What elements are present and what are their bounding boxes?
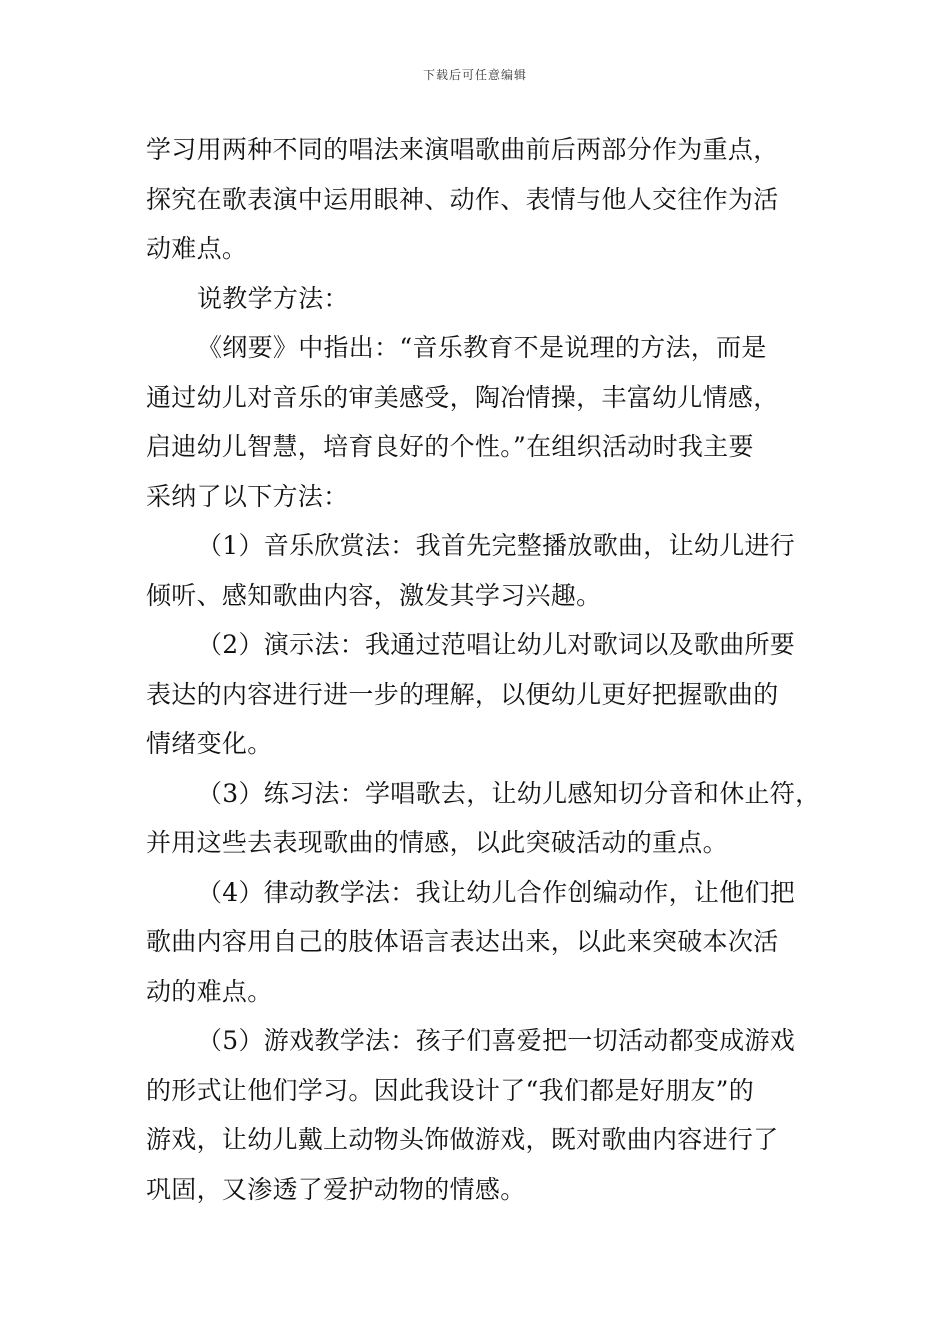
text-line: 表达的内容进行进一步的理解，以便幼儿更好把握歌曲的 (146, 679, 779, 709)
text-line: 采纳了以下方法： (146, 481, 349, 511)
body-text (146, 125, 821, 1214)
text-line: 《纲要》中指出：“音乐教育不是说理的方法，而是 (197, 333, 767, 362)
section-heading: 说教学方法： (197, 283, 349, 313)
text-line: 动的难点。 (146, 976, 273, 1006)
text-line: 的形式让他们学习。因此我设计了“我们都是好朋友”的 (146, 1075, 755, 1105)
text-line: 情绪变化。 (146, 729, 273, 758)
text-line: 学习用两种不同的唱法来演唱歌曲前后两部分作为重点， (146, 135, 779, 164)
list-item: （4）律动教学法：我让幼儿合作创编动作，让他们把 (197, 877, 796, 907)
page-header: 下载后可任意编辑 (422, 68, 527, 82)
text-line: 并用这些去表现歌曲的情感，以此突破活动的重点。 (146, 828, 728, 857)
list-item: （5）游戏教学法：孩子们喜爱把一切活动都变成游戏 (197, 1026, 796, 1055)
text-line: 倾听、感知歌曲内容，激发其学习兴趣。 (146, 580, 602, 610)
text-line: 动难点。 (146, 234, 248, 263)
text-line: 歌曲内容用自己的肢体语言表达出来，以此来突破本次活 (146, 927, 779, 956)
text-line: 巩固，又渗透了爱护动物的情感。 (146, 1174, 526, 1204)
text-line: 游戏，让幼儿戴上动物头饰做游戏，既对歌曲内容进行了 (146, 1125, 779, 1154)
text-line: 探究在歌表演中运用眼神、动作、表情与他人交往作为活 (146, 184, 779, 214)
list-item: （1）音乐欣赏法：我首先完整播放歌曲，让幼儿进行 (197, 531, 796, 560)
list-item: （2）演示法：我通过范唱让幼儿对歌词以及歌曲所要 (197, 630, 796, 659)
text-line: 启迪幼儿智慧，培育良好的个性。”在组织活动时我主要 (146, 432, 754, 461)
text-line: 通过幼儿对音乐的审美感受，陶冶情操，丰富幼儿情感， (146, 382, 779, 412)
list-item: （3）练习法：学唱歌去，让幼儿感知切分音和休止符， (197, 778, 821, 808)
